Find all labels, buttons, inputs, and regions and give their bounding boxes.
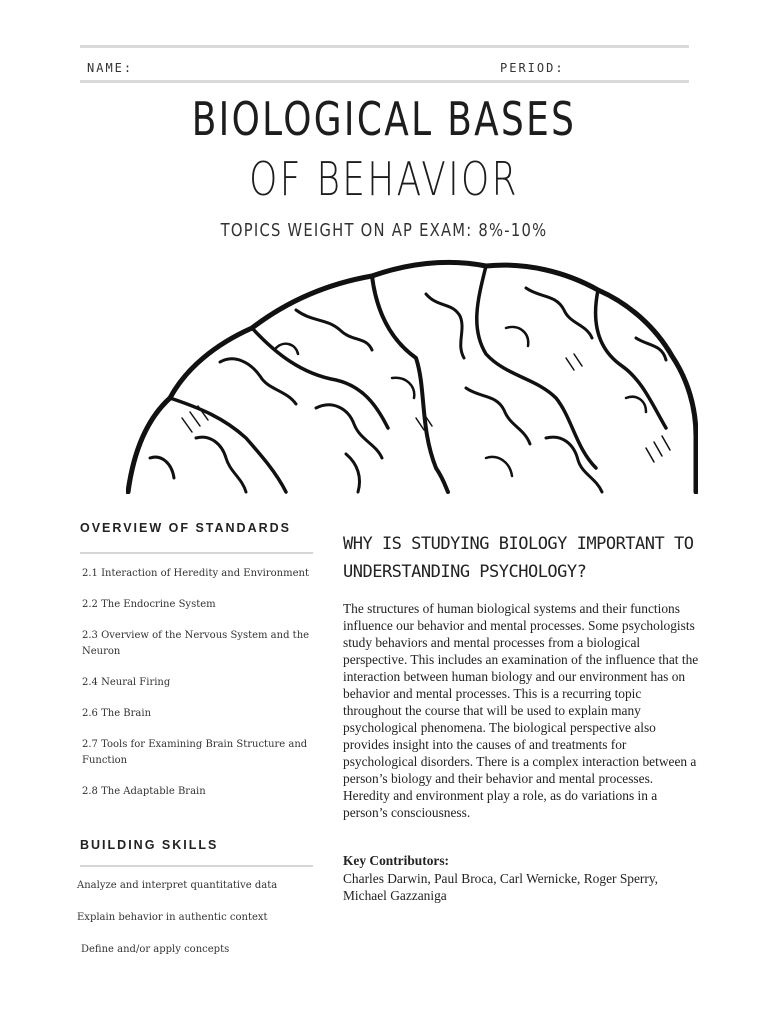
overview-divider (80, 552, 313, 554)
overview-heading: OVERVIEW OF STANDARDS (80, 521, 291, 535)
list-item: Explain behavior in authentic context (77, 912, 268, 923)
list-item: 2.2 The Endocrine System (82, 599, 216, 610)
header-top-rule (80, 45, 689, 48)
period-label: PERIOD: (500, 61, 565, 75)
skills-list (77, 878, 317, 974)
name-label: NAME: (87, 61, 134, 75)
list-item: Analyze and interpret quantitative data (77, 880, 278, 891)
list-item: 2.4 Neural Firing (82, 677, 171, 688)
contributors-list: Charles Darwin, Paul Broca, Carl Wernicke, Roger Sperry, Michael Gazzaniga (343, 871, 658, 903)
standards-list (82, 566, 310, 815)
list-item: Define and/or apply concepts (81, 944, 230, 955)
page-title-line-2: OF BEHAVIOR (249, 152, 519, 206)
list-item: 2.8 The Adaptable Brain (82, 786, 206, 797)
skills-heading: BUILDING SKILLS (80, 838, 219, 852)
skills-divider (80, 865, 313, 867)
body-paragraph: The structures of human biological systems and their functions influence our behavior and mental processes. Some psychologists study behaviors and mental processes from a biological perspective. This includes an examination of the influence that the interaction between human biology and our environment has on behavior and mental processes. This is a recurring topic throughout the course that will be used to explain many psychological phenomena. The biological perspective also provides insight into the causes of and treatments for psychological disorders. There is a complex interaction between a person’s biology and their behavior and mental processes. Heredity and environment play a role, as do variations in a person’s consciousness. (343, 601, 699, 820)
header-bottom-rule (80, 80, 689, 83)
brain-illustration-icon (126, 258, 698, 494)
list-item: 2.6 The Brain (82, 708, 152, 719)
contributors-label: Key Contributors: (343, 853, 450, 868)
list-item: 2.3 Overview of the Nervous System and the Neuron (82, 630, 310, 657)
list-item: 2.1 Interaction of Heredity and Environment (82, 568, 309, 579)
page-subtitle: TOPICS WEIGHT ON AP EXAM: 8%-10% (220, 220, 548, 241)
list-item: 2.7 Tools for Examining Brain Structure and Function (82, 739, 308, 766)
section-question-heading: WHY IS STUDYING BIOLOGY IMPORTANT TO UNDERSTANDING PSYCHOLOGY? (343, 534, 694, 582)
page-title-line-1: BIOLOGICAL BASES (191, 92, 577, 146)
